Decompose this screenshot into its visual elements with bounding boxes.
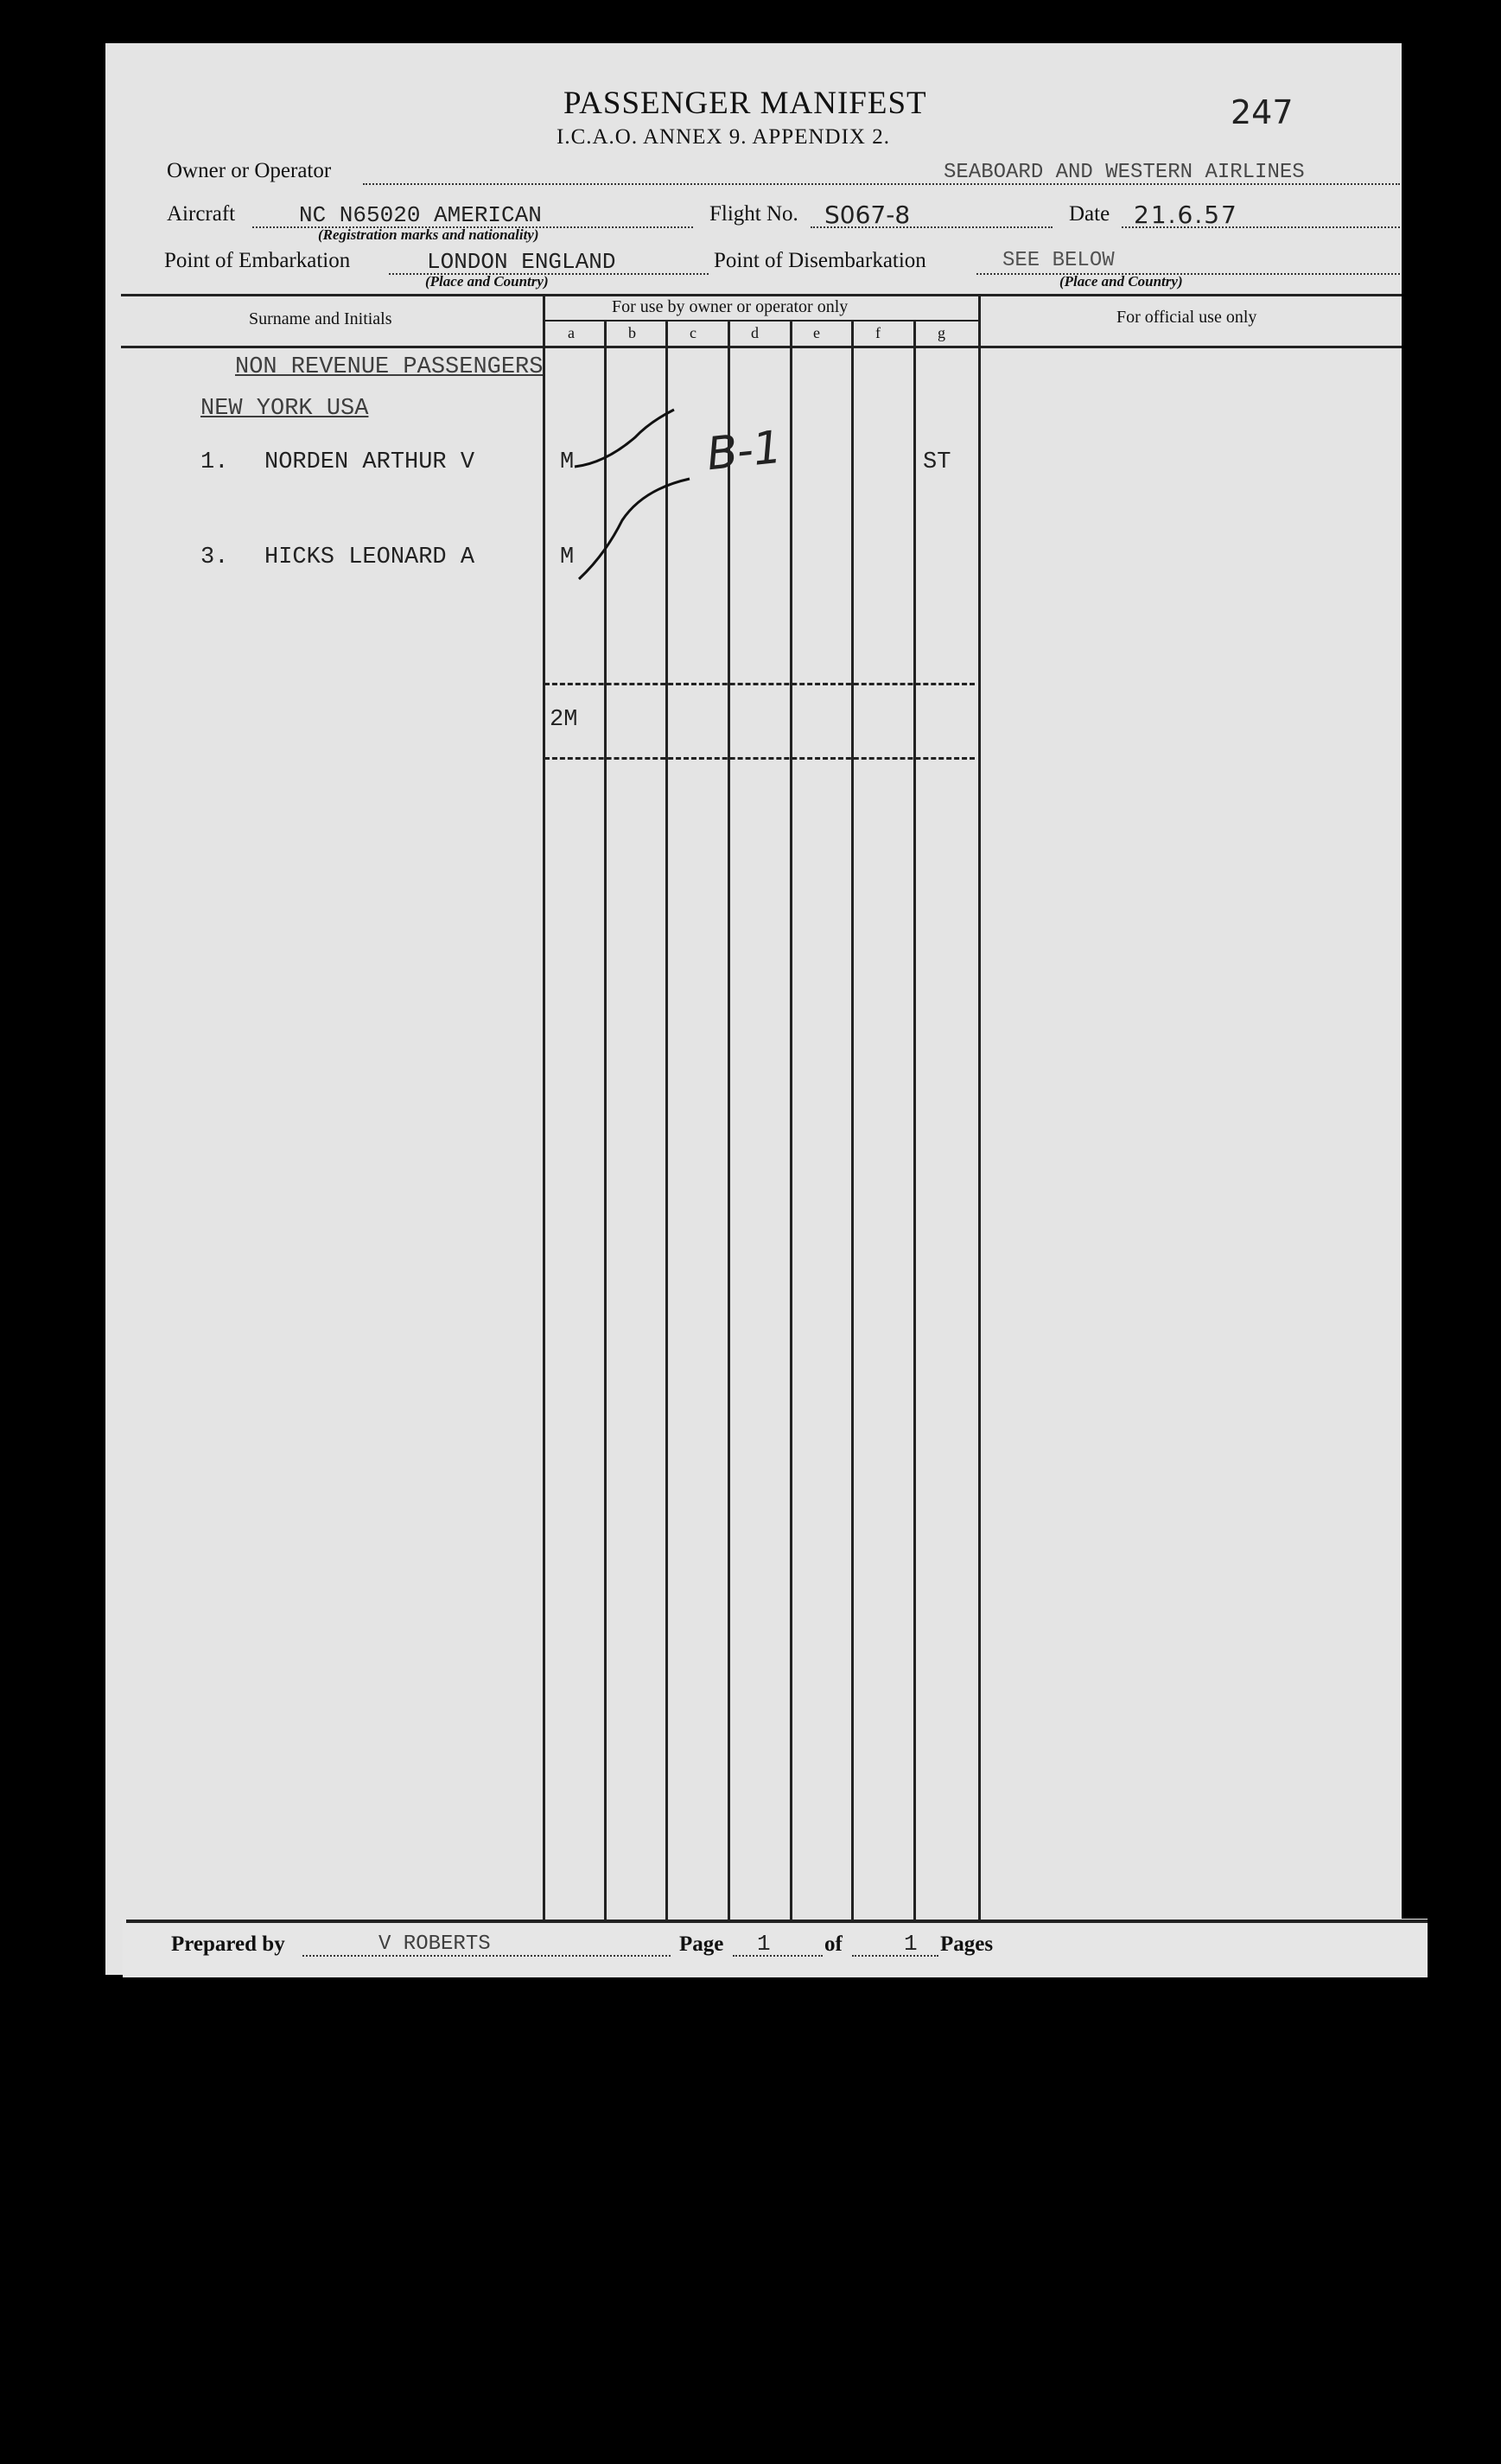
row-1-name[interactable]: NORDEN ARTHUR V [264, 449, 475, 475]
col-letter-d: d [751, 324, 759, 341]
col-letter-e: e [813, 324, 820, 341]
col-letter-c: c [690, 324, 696, 341]
col-rule-d-left [728, 320, 730, 1920]
row-3-number: 3. [200, 544, 229, 570]
aircraft-value[interactable]: NC N65020 AMERICAN [299, 202, 542, 228]
embarkation-label: Point of Embarkation [164, 249, 351, 272]
page-label: Page [679, 1932, 724, 1956]
embarkation-caption: (Place and Country) [425, 273, 549, 290]
row-1-col-a[interactable]: M [560, 449, 575, 475]
page-title: PASSENGER MANIFEST [563, 86, 927, 121]
check-mark-icon [570, 406, 700, 614]
disembarkation-label: Point of Disembarkation [714, 249, 926, 272]
pages-label: Pages [940, 1932, 994, 1956]
aircraft-label: Aircraft [167, 202, 236, 226]
col-rule-e-left [790, 320, 792, 1920]
row-1-number: 1. [200, 449, 229, 475]
row-1-col-d-handwritten[interactable]: B-1 [704, 421, 785, 481]
disembarkation-caption: (Place and Country) [1059, 273, 1183, 290]
col-letter-b: b [628, 324, 636, 341]
embarkation-value[interactable]: LONDON ENGLAND [427, 249, 616, 275]
table-header-bottom-rule [121, 346, 1402, 348]
page-value[interactable]: 1 [757, 1931, 771, 1957]
disembarkation-dotted-line [976, 273, 1400, 275]
handwritten-page-number: 247 [1231, 93, 1294, 131]
col-letter-f: f [875, 324, 881, 341]
col-letter-a: a [568, 324, 575, 341]
disembarkation-value[interactable]: SEE BELOW [1002, 249, 1115, 272]
row-3-col-a[interactable]: M [560, 544, 575, 570]
flight-label: Flight No. [709, 202, 798, 226]
section-heading: NON REVENUE PASSENGERS [235, 354, 544, 380]
col-rule-official-left [978, 296, 981, 1920]
prepared-by-label: Prepared by [171, 1932, 285, 1956]
row-1-col-g[interactable]: ST [923, 449, 951, 475]
date-label: Date [1069, 202, 1110, 226]
col-header-owner-group: For use by owner or operator only [612, 297, 849, 316]
destination-heading: NEW YORK USA [200, 396, 369, 422]
table-top-rule [121, 294, 1402, 296]
of-value[interactable]: 1 [904, 1931, 918, 1957]
of-label: of [824, 1932, 843, 1956]
table-bottom-rule [126, 1920, 1428, 1923]
flight-value[interactable]: S067-8 [824, 201, 911, 229]
aircraft-caption: (Registration marks and nationality) [318, 226, 539, 243]
manifest-sheet-footer-strip [123, 1919, 1428, 1977]
owner-label: Owner or Operator [167, 159, 332, 182]
page-dotted-line [733, 1955, 823, 1957]
row-3-name[interactable]: HICKS LEONARD A [264, 544, 475, 570]
page-subtitle: I.C.A.O. ANNEX 9. APPENDIX 2. [557, 125, 890, 149]
col-rule-f-left [851, 320, 854, 1920]
total-col-a: 2M [550, 707, 578, 733]
col-header-surname: Surname and Initials [249, 309, 392, 328]
col-rule-a-left [543, 296, 545, 1920]
total-bottom-dashed-rule [544, 757, 975, 760]
of-dotted-line [852, 1955, 938, 1957]
col-rule-g-left [913, 320, 916, 1920]
col-header-official: For official use only [1116, 308, 1257, 327]
prepared-by-value[interactable]: V ROBERTS [378, 1932, 491, 1956]
date-value[interactable]: 21.6.57 [1134, 201, 1238, 229]
owner-value[interactable]: SEABOARD AND WESTERN AIRLINES [944, 161, 1305, 184]
total-top-dashed-rule [544, 683, 975, 685]
col-letter-g: g [938, 324, 945, 341]
